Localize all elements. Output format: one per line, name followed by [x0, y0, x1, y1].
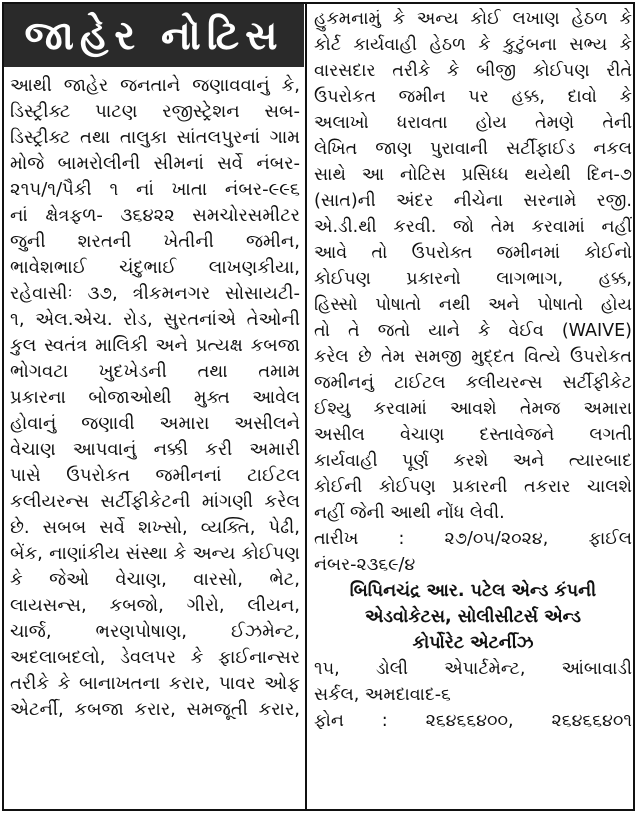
right-line: અસીલ વેચાણ દસ્તાવેજને લગતી — [314, 425, 632, 445]
left-line: બેંક, નાણાંકીય સંસ્થા કે અન્ય કોઈપણ — [10, 543, 300, 564]
left-line: જુની શરતની ખેતીની જમીન, — [10, 231, 300, 252]
right-line: આવે તો ઉપરોક્ત જમીનમાં કોઈનો — [314, 243, 632, 263]
right-line: કાર્યવાહી પૂર્ણ કરશે અને ત્યારબાદ — [314, 451, 632, 471]
left-line: તરીકે કે બાનાખતના કરાર, પાવર ઓફ — [10, 673, 300, 694]
right-line: વારસદાર તરીકે કે બીજી કોઈપણ રીતે — [314, 61, 632, 81]
notice-date: તારીખ : ૨૭/૦૫/૨૦૨૪, ફાઈલ — [314, 529, 632, 549]
right-line: કોર્ટ કાર્યવાહી હેઠળ કે કુટુંબના સભ્ય કે — [314, 35, 632, 55]
left-line: રહેવાસીઃ ૩૭, ત્રીકમનગર સોસાયટી- — [10, 283, 300, 304]
file-number: નંબર-૨૩૬૯/૪ — [314, 555, 416, 575]
left-line: છે. સબબ સર્વે શખ્સો, વ્યક્તિ, પેઢી, — [10, 517, 300, 538]
right-line: હુકમનામું કે અન્ય કોઈ લખાણ હેઠળ કે — [314, 9, 632, 29]
left-line: ભોગવટા ખુદખેડની તથા તમામ — [10, 361, 300, 382]
left-line: એટર્ની, કબજા કરાર, સમજૂતી કરાર, — [10, 699, 300, 720]
left-line: હોવાનું જણાવી અમારા અસીલને — [10, 413, 300, 434]
left-line: લાયસન્સ, કબજો, ગીરો, લીયન, — [10, 595, 300, 616]
left-column — [10, 73, 300, 723]
right-line: અલાખો ધરાવતા હોય તેમણે તેની — [314, 113, 632, 133]
left-line: નાં ક્ષેત્રફળ- ૩૬૪૨૨ સમચોરસમીટર — [10, 205, 300, 226]
left-line: આથી જાહેર જનતાને જણાવવાનું કે, — [10, 75, 300, 96]
right-line: એ.ડી.થી કરવી. જો તેમ કરવામાં નહીં — [314, 217, 632, 237]
firm-phone: ફોન : ૨૬૪૬૬૪૦૦, ૨૬૪૬૬૪૦૧ — [314, 711, 632, 731]
firm-address: ૧૫, ડોલી એપાર્ટમેન્ટ, આંબાવાડી — [314, 659, 632, 679]
right-line: સાથે આ નોટિસ પ્રસિધ્ધ થયેથી દિન-૭ — [314, 165, 632, 185]
right-line: લેખિત જાણ પુરાવાની સર્ટીફાઈડ નકલ — [314, 139, 632, 159]
left-line: ડિસ્ટ્રીક્ટ તથા તાલુકા સાંતલપુરનાં ગામ — [10, 127, 300, 148]
right-line: ઉપરોકત જમીન પર હક્ક, દાવો કે — [314, 87, 632, 107]
firm-title: કોર્પોરેટ એટર્નીઝ — [412, 633, 534, 653]
notice-headline: જાહેર નોટિસ — [4, 4, 304, 67]
firm-address: સર્કલ, અમદાવાદ-૬ — [314, 685, 451, 705]
column-divider — [305, 2, 307, 811]
left-line: ૨૧૫/૧/પૈકી ૧ નાં ખાતા નંબર-૯૯૬ — [10, 179, 300, 200]
left-line: વેચાણ આપવાનું નક્કી કરી અમારી — [10, 439, 300, 460]
right-line: હિસ્સો પોષાતો નથી અને પોષાતો હોય — [314, 295, 632, 315]
right-line: ઈશ્યુ કરવામાં આવશે તેમજ અમારા — [314, 399, 632, 419]
firm-title: એડવોકેટસ, સોલીસીટર્સ એન્ડ — [364, 607, 582, 627]
left-line: કુલ સ્વતંત્ર માલિકી અને પ્રત્યક્ષ કબજા — [10, 335, 300, 356]
left-line: પ્રકારના બોજાઓથી મુક્ત આવેલ — [10, 387, 300, 408]
right-line: કોઈપણ પ્રકારનો લાગભાગ, હક્ક, — [314, 269, 632, 289]
left-line: ડિસ્ટ્રીક્ટ પાટણ રજીસ્ટ્રેશન સબ- — [10, 101, 300, 122]
left-line: ચાર્જ, ભરણપોષાણ, ઈઝમેન્ટ, — [10, 621, 300, 642]
left-line: કલીયરન્સ સર્ટીફીકેટની માંગણી કરેલ — [10, 491, 300, 512]
right-line: કોઈની કોઈપણ પ્રકારની તકરાર ચાલશે — [314, 477, 632, 497]
right-line: તો તે જતો યાને કે વેઈવ (WAIVE) — [314, 321, 632, 341]
right-line: (સાત)ની અંદર નીચેના સરનામે રજી. — [314, 191, 632, 211]
left-line: મોજે બામરોલીની સીમનાં સર્વે નંબર- — [10, 153, 300, 174]
firm-name: બિપિનચંદ્ર આર. પટેલ એન્ડ કંપની — [349, 581, 597, 601]
right-line: કરેલ છે તેમ સમજી મુદ્દત વિત્યે ઉપરોકત — [314, 347, 632, 367]
right-column — [314, 6, 632, 734]
right-line: જમીનનું ટાઈટલ કલીયરન્સ સર્ટીફીકેટ — [314, 373, 632, 393]
right-line: નહીં જેની આથી નોંધ લેવી. — [314, 503, 505, 523]
left-line: ભાવેશભાઈ ચંદુભાઈ લાખણકીયા, — [10, 257, 300, 278]
left-line: કે જેઓ વેચાણ, વારસો, ભેટ, — [10, 569, 300, 590]
left-line: અદલાબદલો, ડેવલપર કે ફાઈનાન્સર — [10, 647, 300, 668]
left-line: પાસે ઉપરોકત જમીનનાં ટાઈટલ — [10, 465, 300, 486]
left-line: ૧, એલ.એચ. રોડ, સુરતનાંએ તેઓની — [10, 309, 300, 330]
